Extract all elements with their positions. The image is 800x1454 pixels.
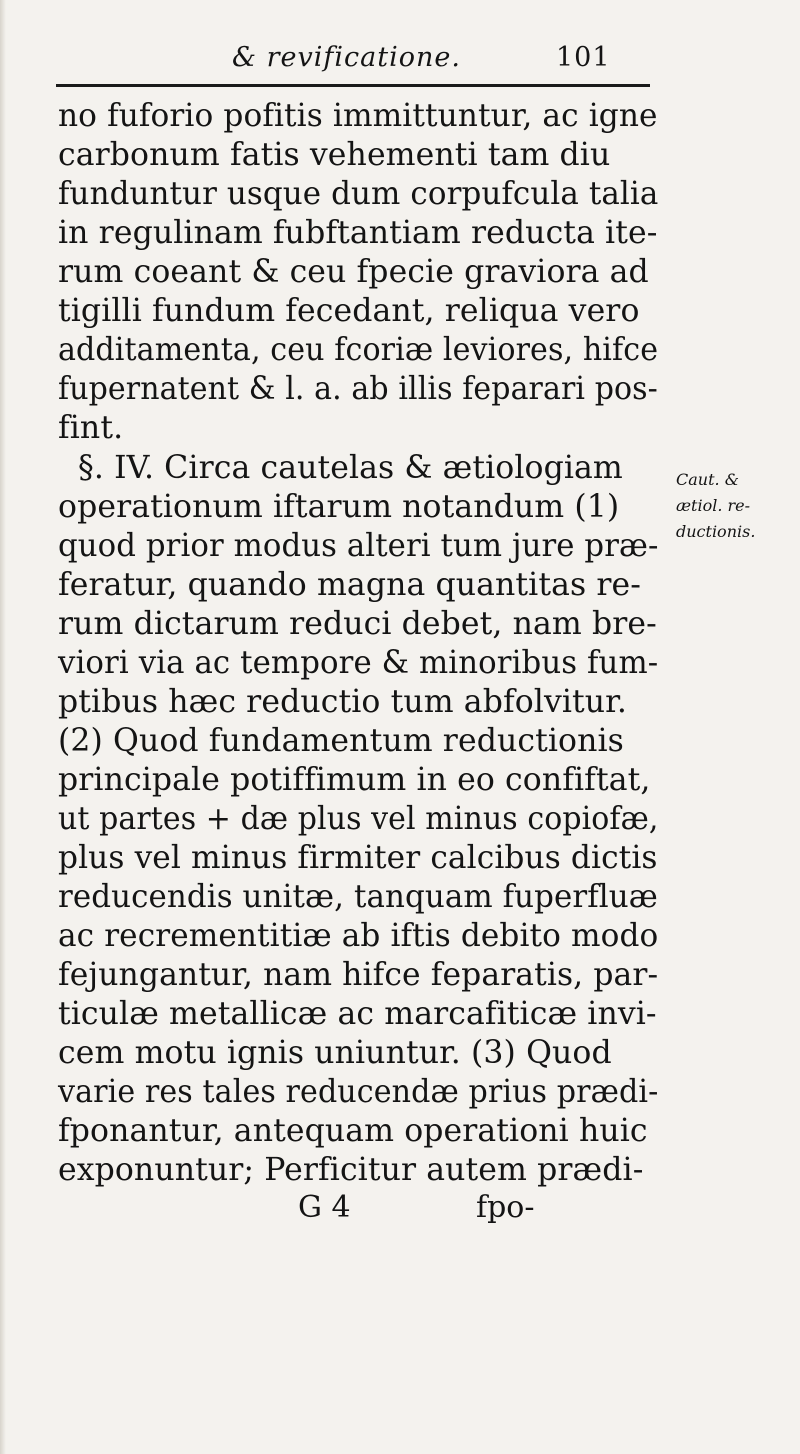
text-line: exponuntur; Perficitur autem prædi- [58,1152,644,1188]
text-line: varie res tales reducendæ prius prædi- [58,1074,659,1110]
page-gutter-shadow [0,0,6,1454]
text-line: operationum iftarum notandum (1) [58,489,620,525]
signature-mark: G 4 [298,1190,351,1225]
text-line: ut partes + dæ plus vel minus copiofæ, [58,801,659,837]
text-line: plus vel minus firmiter calcibus dictis [58,840,658,876]
text-line: carbonum fatis vehementi tam diu [58,137,611,173]
marginal-note-line: ætiol. re- [676,496,751,515]
marginal-note-line: ductionis. [676,522,756,541]
text-line: funduntur usque dum corpufcula talia [58,176,659,212]
text-line: rum dictarum reduci debet, nam bre- [58,606,657,642]
text-line: ac recrementitiæ ab iftis debito modo [58,918,659,954]
running-title: & revificatione. [232,42,461,73]
text-line: principale potiffimum in eo confiftat, [58,762,651,798]
text-line: additamenta, ceu fcoriæ leviores, hifce [58,332,659,368]
text-line: ptibus hæc reductio tum abfolvitur. [58,684,627,720]
catchword: fpo- [476,1190,535,1225]
text-line: fupernatent & l. a. ab illis feparari pos- [58,371,658,407]
text-line: rum coeant & ceu fpecie graviora ad [58,254,649,290]
text-line: in regulinam fubftantiam reducta ite- [58,215,658,251]
text-line: fponantur, antequam operationi huic [58,1113,648,1149]
running-head [0,42,800,82]
text-line: feratur, quando magna quantitas re- [58,567,641,603]
text-line: ticulæ metallicæ ac marcafiticæ invi- [58,996,657,1032]
page-number: 101 [556,42,611,73]
text-line: fint. [58,410,124,446]
section-heading-line: §. IV. Circa cautelas & ætiologiam [78,450,623,486]
text-line: reducendis unitæ, tanquam fuperfluæ [58,879,658,915]
header-rule [56,84,650,87]
text-line: viori via ac tempore & minoribus fum- [58,645,659,681]
text-line: quod prior modus alteri tum jure præ- [58,528,659,564]
text-line: (2) Quod fundamentum reductionis [58,723,624,759]
text-line: fejungantur, nam hifce feparatis, par- [58,957,659,993]
text-line: cem motu ignis uniuntur. (3) Quod [58,1035,612,1071]
marginal-note-line: Caut. & [676,470,739,489]
page-footer [58,1188,658,1228]
text-line: tigilli fundum fecedant, reliqua vero [58,293,640,329]
text-line: no fuforio pofitis immittuntur, ac igne [58,98,658,134]
